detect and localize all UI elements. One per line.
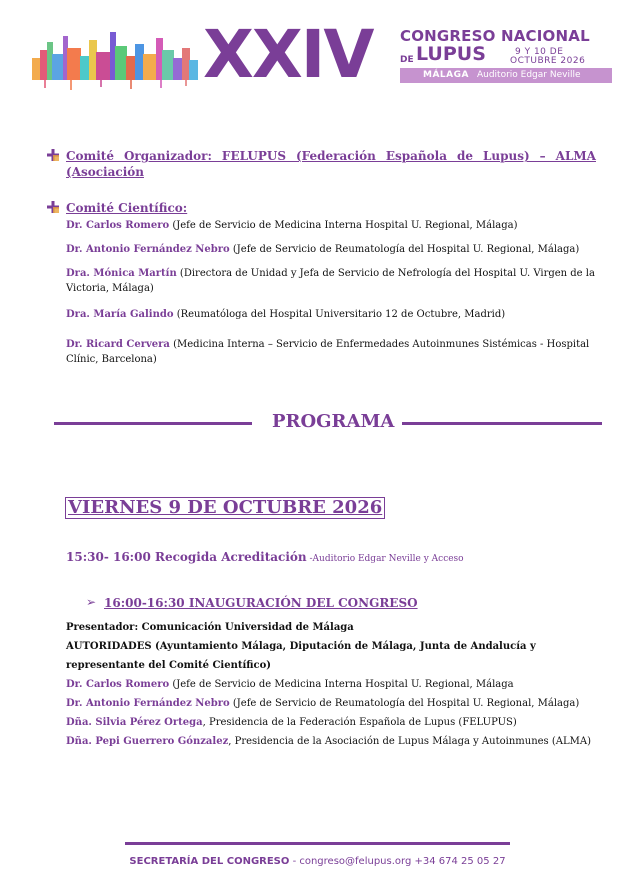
committee-member: Dr. Ricard Cervera (Medicina Interna – Servicio de Enfermedades Autoinmunes Sistémicas - Hospital Clínic, Barcelona): [66, 339, 590, 365]
day-heading: VIERNES 9 DE OCTUBRE 2026: [68, 497, 383, 518]
committee-member: Dr. Antonio Fernández Nebro (Jefe de Servicio de Reumatología del Hospital U. Regional, Málaga): [66, 244, 580, 255]
city-skyline-logo: [30, 28, 200, 90]
congress-numeral: XXIV: [203, 16, 373, 93]
speaker: Dr. Carlos Romero (Jefe de Servicio de Medicina Interna Hospital U. Regional, Málaga: [66, 679, 514, 690]
registration-line: 15:30- 16:00 Recogida Acreditación -Auditorio Edgar Neville y Acceso: [66, 550, 464, 564]
venue-bar: [400, 68, 612, 83]
congress-lupus: LUPUS: [416, 43, 486, 65]
congress-de: DE: [400, 55, 414, 65]
presenter: Presentador: Comunicación Universidad de Málaga: [66, 622, 354, 633]
congress-title: CONGRESO NACIONAL: [400, 27, 590, 45]
plus-bullet-icon: [47, 149, 59, 161]
authorities: AUTORIDADES (Ayuntamiento Málaga, Diputación de Málaga, Junta de Andalucía y representante del Comité Científico): [66, 641, 536, 671]
committee-member: Dr. Carlos Romero (Jefe de Servicio de Medicina Interna Hospital U. Regional, Málaga): [66, 220, 518, 231]
committee-member: Dra. Mónica Martín (Directora de Unidad y Jefa de Servicio de Nefrología del Hospital U. Virgen de la Victoria, Málaga): [66, 268, 595, 294]
venue-label: Auditorio Edgar Neville: [476, 70, 581, 80]
speaker: Dr. Antonio Fernández Nebro (Jefe de Servicio de Reumatología del Hospital U. Regional, Málaga): [66, 698, 580, 709]
speaker: Dña. Silvia Pérez Ortega, Presidencia de la Federación Española de Lupus (FELUPUS): [66, 717, 517, 728]
program-title: PROGRAMA: [272, 411, 395, 432]
committee-member: Dra. María Galindo (Reumatóloga del Hospital Universitario 12 de Octubre, Madrid): [66, 309, 506, 320]
organizing-committee: Comité Organizador: FELUPUS (Federación Española de Lupus) – ALMA (Asociación: [66, 149, 596, 179]
city-label: MÁLAGA: [423, 70, 469, 80]
divider-right: [402, 422, 602, 425]
arrow-bullet-icon: ➢: [86, 595, 97, 609]
session-details: [66, 618, 606, 751]
footer-divider: [125, 842, 510, 845]
footer-contact: SECRETARÍA DEL CONGRESO - congreso@felupus.org +34 674 25 05 27: [129, 856, 506, 867]
speaker: Dña. Pepi Guerrero Gónzalez, Presidencia de la Asociación de Lupus Málaga y Autoinmunes (ALMA): [66, 736, 591, 747]
scientific-committee-title: Comité Científico:: [66, 201, 188, 215]
plus-bullet-icon: [47, 201, 59, 213]
congress-dates: 9 Y 10 DE OCTUBRE 2026: [510, 47, 586, 66]
session-title: 16:00-16:30 INAUGURACIÓN DEL CONGRESO: [104, 596, 418, 610]
divider-left: [54, 422, 252, 425]
